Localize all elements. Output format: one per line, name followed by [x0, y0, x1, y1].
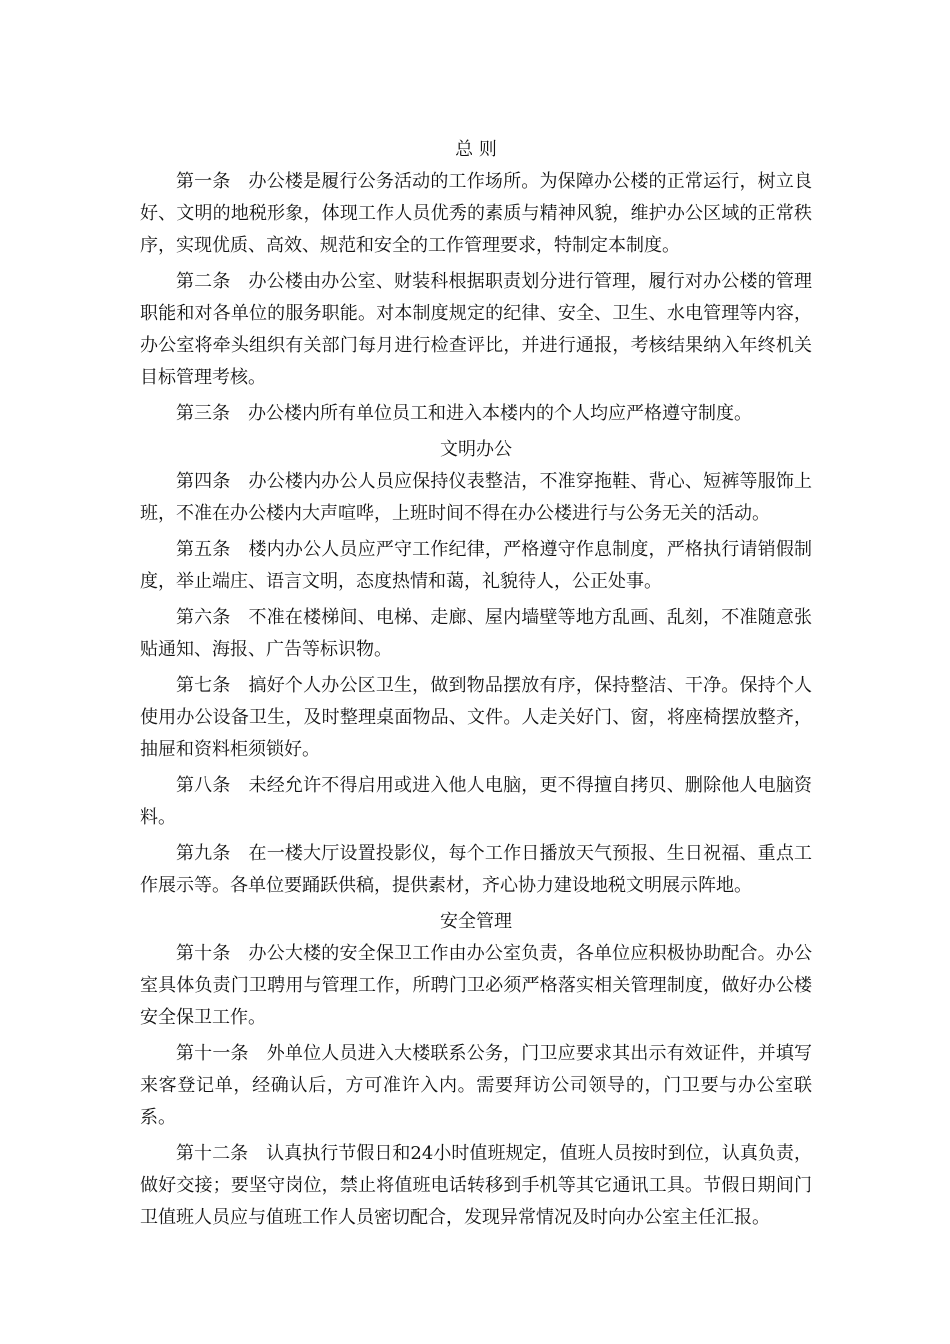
article-7	[140, 670, 812, 766]
article-2	[140, 266, 812, 394]
article-number: 第六条	[176, 607, 231, 628]
article-number: 第三条	[176, 403, 230, 424]
article-text: 外单位人员进入大楼联系公务，门卫应要求其出示有效证件，并填写来客登记单，经确认后，方可准许入内。需要拜访公司领导的，门卫要与办公室联系。	[140, 1043, 813, 1128]
article-text: 不准在楼梯间、电梯、走廊、屋内墙壁等地方乱画、乱刻，不准随意张贴通知、海报、广告等标识物。	[140, 607, 812, 660]
article-number: 第二条	[176, 271, 231, 292]
section-heading: 安全管理	[440, 911, 512, 932]
article-number: 第十二条	[176, 1143, 249, 1164]
article-text: 办公大楼的安全保卫工作由办公室负责，各单位应积极协助配合。办公室具体负责门卫聘用与管理工作，所聘门卫必须严格落实相关管理制度，做好办公楼安全保卫工作。	[140, 943, 812, 1028]
article-5	[140, 534, 812, 598]
article-number: 第十条	[176, 943, 231, 964]
article-number: 第五条	[176, 539, 231, 560]
article-12	[140, 1138, 812, 1234]
article-text: 办公楼内办公人员应保持仪表整洁，不准穿拖鞋、背心、短裤等服饰上班，不准在办公楼内大声喧哗，上班时间不得在办公楼进行与公务无关的活动。	[140, 471, 812, 524]
article-text: 在一楼大厅设置投影仪，每个工作日播放天气预报、生日祝福、重点工作展示等。各单位要踊跃供稿，提供素材，齐心协力建设地税文明展示阵地。	[140, 843, 812, 896]
article-number: 第八条	[176, 775, 231, 796]
article-number: 第一条	[176, 171, 231, 192]
document-page	[140, 134, 812, 1238]
article-9	[140, 838, 812, 902]
article-text: 办公楼由办公室、财装科根据职责划分进行管理，履行对办公楼的管理职能和对各单位的服务职能。对本制度规定的纪律、安全、卫生、水电管理等内容，办公室将牵头组织有关部门每月进行检查评比，并进行通报，考核结果纳入年终机关目标管理考核。	[140, 271, 812, 388]
article-text: 认真执行节假日和24小时值班规定，值班人员按时到位，认真负责，做好交接；要坚守岗位，禁止将值班电话转移到手机等其它通讯工具。节假日期间门卫值班人员应与值班工作人员密切配合，发现异常情况及时向办公室主任汇报。	[140, 1143, 813, 1228]
article-text: 楼内办公人员应严守工作纪律，严格遵守作息制度，严格执行请销假制度，举止端庄、语言文明，态度热情和蔼，礼貌待人，公正处事。	[140, 539, 812, 592]
article-number: 第十一条	[176, 1043, 249, 1064]
article-1	[140, 166, 812, 262]
article-number: 第七条	[176, 675, 231, 696]
article-3	[140, 398, 812, 430]
article-4	[140, 466, 812, 530]
article-8	[140, 770, 812, 834]
article-text: 搞好个人办公区卫生，做到物品摆放有序，保持整洁、干净。保持个人使用办公设备卫生，及时整理桌面物品、文件。人走关好门、窗，将座椅摆放整齐，抽屉和资料柜须锁好。	[140, 675, 812, 760]
section-general	[140, 134, 812, 430]
article-number: 第九条	[176, 843, 231, 864]
section-heading: 总 则	[455, 139, 497, 160]
article-6	[140, 602, 812, 666]
section-security-management	[140, 906, 812, 1234]
section-heading: 文明办公	[440, 439, 512, 460]
article-text: 办公楼是履行公务活动的工作场所。为保障办公楼的正常运行，树立良好、文明的地税形象，体现工作人员优秀的素质与精神风貌，维护办公区域的正常秩序，实现优质、高效、规范和安全的工作管理要求，特制定本制度。	[140, 171, 812, 256]
article-text: 办公楼内所有单位员工和进入本楼内的个人均应严格遵守制度。	[248, 403, 752, 424]
section-civilized-office	[140, 434, 812, 902]
article-text: 未经允许不得启用或进入他人电脑，更不得擅自拷贝、删除他人电脑资料。	[140, 775, 812, 828]
article-11	[140, 1038, 812, 1134]
article-number: 第四条	[176, 471, 231, 492]
article-10	[140, 938, 812, 1034]
